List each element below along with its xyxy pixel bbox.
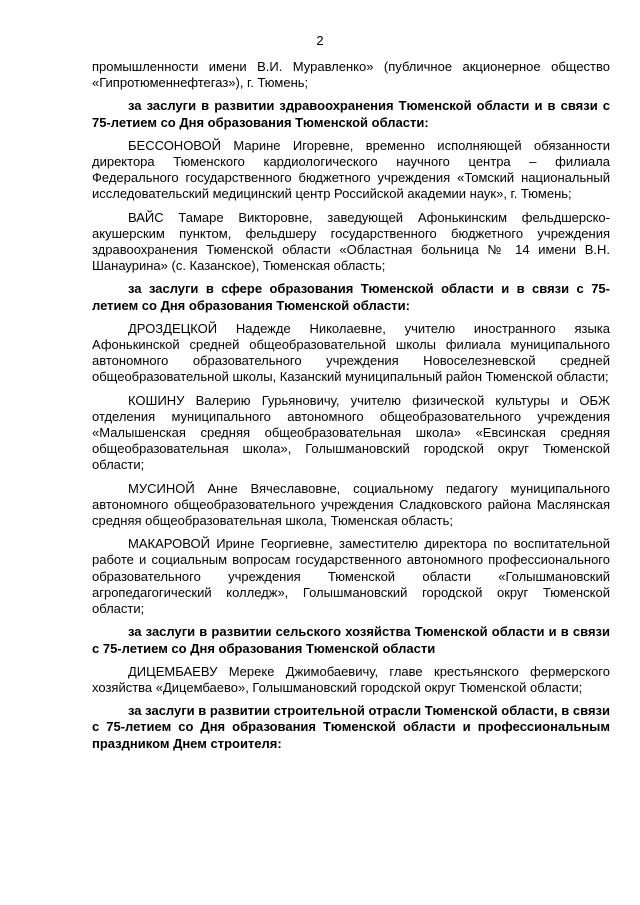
section-heading-construction: за заслуги в развитии строительной отрасли Тюменской области, в связи с 75-летием со Дня образования Тюменской области и профессиональным праздником Днем строителя: <box>92 703 610 751</box>
award-entry-musina: МУСИНОЙ Анне Вячеславовне, социальному педагогу муниципального автономного общеобразовательного учреждения Сладковского района Маслянская средняя общеобразовательная школа, Тюменская область; <box>92 480 610 529</box>
section-heading-agriculture: за заслуги в развитии сельского хозяйства Тюменской области и в связи с 75-летием со Дня образования Тюменской области <box>92 624 610 656</box>
page-number: 2 <box>316 33 324 48</box>
award-entry-makarova: МАКАРОВОЙ Ирине Георгиевне, заместителю директора по воспитательной работе и социальным вопросам государственного автономного профессионального образовательного учреждения Тюменской области «Голышмановский агропедагогический колледж», Голышмановский городской округ Тюменской области; <box>92 536 610 617</box>
award-entry-bessonova: БЕССОНОВОЙ Марине Игоревне, временно исполняющей обязанности директора Тюменского кардиологического научного центра – филиала Федерального государственного бюджетного учреждения «Томский национальный исследовательский медицинский центр Российской академии наук», г. Тюмень; <box>92 137 610 202</box>
award-entry-vais: ВАЙС Тамаре Викторовне, заведующей Афонькинским фельдшерско-акушерским пунктом, фельдшеру государственного бюджетного учреждения здравоохранения Тюменской области «Областная больница № 14 имени В.Н. Шанаурина» (с. Казанское), Тюменская область; <box>92 209 610 274</box>
award-entry-drozdetskaya: ДРОЗДЕЦКОЙ Надежде Николаевне, учителю иностранного языка Афонькинской средней общеобразовательной школы филиала муниципального автономного образовательного учреждения Новоселезневской средней общеобразовательной школы, Казанский муниципальный район Тюменской области; <box>92 320 610 385</box>
section-heading-healthcare: за заслуги в развитии здравоохранения Тюменской области и в связи с 75-летием со Дня образования Тюменской области: <box>92 98 610 130</box>
paragraph-1: промышленности имени В.И. Муравленко» (публичное акционерное общество «Гипротюменнефтегаз»), г. Тюмень; <box>92 59 610 91</box>
award-entry-koshin: КОШИНУ Валерию Гурьяновичу, учителю физической культуры и ОБЖ отделения муниципального автономного общеобразовательного учреждения «Малышенская средняя общеобразовательная школа» «Евсинская средняя общеобразовательная школа», Голышмановский городской округ Тюменской области; <box>92 392 610 473</box>
award-entry-ditsembaev: ДИЦЕМБАЕВУ Мереке Джимобаевичу, главе крестьянского фермерского хозяйства «Дицембаево», Голышмановский городской округ Тюменской области; <box>92 663 610 695</box>
document-body <box>92 59 610 752</box>
section-heading-education: за заслуги в сфере образования Тюменской области и в связи с 75-летием со Дня образования Тюменской области: <box>92 281 610 313</box>
